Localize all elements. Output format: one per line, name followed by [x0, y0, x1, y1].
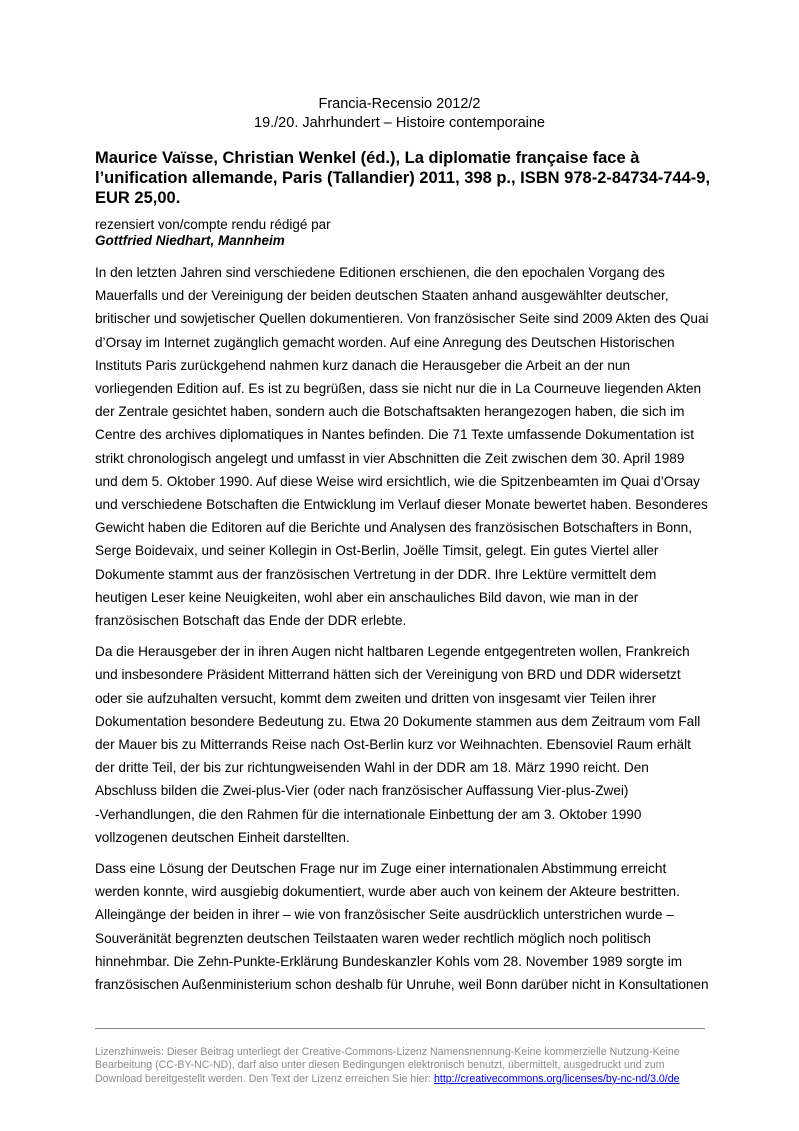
text-line: In den letzten Jahren sind verschiedene Editionen erschienen, die den epochalen Vorgang des: [95, 265, 665, 280]
text-line: Abschluss bilden die Zwei-plus-Vier (oder nach französischer Auffassung Vier-plus-Zwei): [95, 783, 629, 799]
text-line: Dokumente stammt aus der französischen Vertretung in der DDR. Ihre Lektüre vermittelt dem: [95, 566, 657, 582]
text-line: Dass eine Lösung der Deutschen Frage nur im Zuge einer internationalen Abstimmung erreicht: [95, 861, 667, 877]
paragraph-1: [95, 261, 710, 632]
title-line: EUR 25,00.: [95, 189, 181, 207]
text-line: der Mauer bis zu Mitterrands Reise nach Ost-Berlin kurz vor Weihnachten. Ebensoviel Raum erhält: [95, 737, 691, 753]
title-line: Maurice Vaïsse, Christian Wenkel (éd.), La diplomatie française face à: [95, 149, 640, 167]
paragraph-3: [95, 857, 710, 996]
text-line: heutigen Leser keine Neuigkeiten, wohl aber ein anschauliches Bild davon, wie man in der: [95, 589, 639, 605]
text-line: werden konnte, wird ausgiebig dokumentiert, wurde aber auch von keinem der Akteure bestritten.: [95, 884, 680, 900]
text-line: und dem 5. Oktober 1990. Auf diese Weise wird ersichtlich, wie die Spitzenbeamten im Quai d’Orsay: [95, 473, 700, 489]
text-line: Instituts Paris zurückgehend nahmen kurz danach die Herausgeber die Arbeit an der nun: [95, 357, 631, 373]
text-line: Gewicht haben die Editoren auf die Berichte und Analysen des französischen Botschafters in Bonn,: [95, 520, 692, 536]
byline: [95, 217, 710, 249]
license-line-text: Download bereitgestellt werden. Den Text der Lizenz erreichen Sie hier:: [95, 1072, 434, 1085]
title-line: l’unification allemande, Paris (Tallandier) 2011, 398 p., ISBN 978-2-84734-744-9,: [95, 169, 711, 187]
text-line: Dokumentation besondere Bedeutung zu. Etwa 20 Dokumente stammen aus dem Zeitraum vom Fall: [95, 713, 701, 729]
text-line: und verschiedene Botschaften die Entwicklung im Verlauf dieser Monate bewertet haben. Besonderes: [95, 497, 708, 513]
text-line: Alleingänge der beiden in ihrer – wie von französischer Seite ausdrücklich unterstrichen wurde –: [95, 907, 674, 923]
text-line: britischer und sowjetischer Quellen dokumentieren. Von französischer Seite sind 2009 Akten des Quai: [95, 311, 709, 327]
text-line: hinnehmbar. Die Zehn-Punkte-Erklärung Bundeskanzler Kohls vom 28. November 1989 sorgte im: [95, 953, 683, 969]
page-header: [0, 95, 799, 133]
license-notice: [95, 1046, 715, 1086]
license-line: [95, 1073, 715, 1086]
license-link[interactable]: http://creativecommons.org/licenses/by-nc-nd/3.0/de: [434, 1072, 680, 1085]
text-line: französischen Botschaft das Ende der DDR erlebte.: [95, 613, 407, 629]
review-title: [95, 148, 710, 208]
text-line: Souveränität begrenzten deutschen Teilstaaten waren weder rechtlich möglich noch politisch: [95, 930, 651, 946]
text-line: -Verhandlungen, die den Rahmen für die internationale Einbettung der am 3. Oktober 1990: [95, 806, 642, 822]
text-line: Mauerfalls und der Vereinigung der beiden deutschen Staaten anhand ausgewählter deutscher,: [95, 288, 669, 304]
text-line: der Zentrale gesichtet haben, sondern auch die Botschaftsakten herangezogen haben, die sich im: [95, 404, 685, 420]
section-label: 19./20. Jahrhundert – Histoire contemporaine: [254, 115, 545, 131]
text-line: vollzogenen deutschen Einheit darstellten.: [95, 829, 350, 845]
text-line: vorliegenden Edition auf. Es ist zu begrüßen, dass sie nicht nur die in La Courneuve liegenden Akten: [95, 381, 702, 397]
byline-label: rezensiert von/compte rendu rédigé par: [95, 217, 331, 232]
review-body: [95, 261, 710, 1004]
text-line: Centre des archives diplomatiques in Nantes befinden. Die 71 Texte umfassende Dokumentation ist: [95, 427, 694, 443]
footer-divider: [95, 1028, 705, 1029]
text-line: und insbesondere Präsident Mitterrand hätten sich der Vereinigung von BRD und DDR widersetzt: [95, 667, 681, 683]
paragraph-2: [95, 640, 710, 849]
text-line: der dritte Teil, der bis zur richtungweisenden Wahl in der DDR am 18. März 1990 reicht. Den: [95, 760, 649, 776]
text-line: Da die Herausgeber der in ihren Augen nicht haltbaren Legende entgegentreten wollen, Frankreich: [95, 644, 690, 660]
text-line: französischen Außenministerium schon deshalb für Unruhe, weil Bonn darüber nicht in Konsultationen: [95, 977, 709, 993]
text-line: oder sie aufzuhalten versucht, kommt dem zweiten und dritten von insgesamt vier Teilen ihrer: [95, 690, 657, 706]
license-line: Lizenzhinweis: Dieser Beitrag unterliegt der Creative-Commons-Lizenz Namensnennung-Keine kommerzielle Nutzung-Keine: [95, 1046, 680, 1058]
text-line: d’Orsay im Internet zugänglich gemacht worden. Auf eine Anregung des Deutschen Historischen: [95, 334, 675, 350]
journal-issue: Francia-Recensio 2012/2: [318, 96, 481, 112]
text-line: Serge Boidevaix, und seiner Kollegin in Ost-Berlin, Joëlle Timsit, gelegt. Ein gutes Viertel aller: [95, 543, 659, 559]
text-line: strikt chronologisch angelegt und umfasst in vier Abschnitten die Zeit zwischen dem 30. April 1989: [95, 450, 685, 466]
reviewer-name: Gottfried Niedhart, Mannheim: [95, 233, 285, 248]
license-line: Bearbeitung (CC-BY-NC-ND), darf also unter diesen Bedingungen elektronisch benutzt, übermittelt, ausgedruckt und zum: [95, 1059, 665, 1072]
